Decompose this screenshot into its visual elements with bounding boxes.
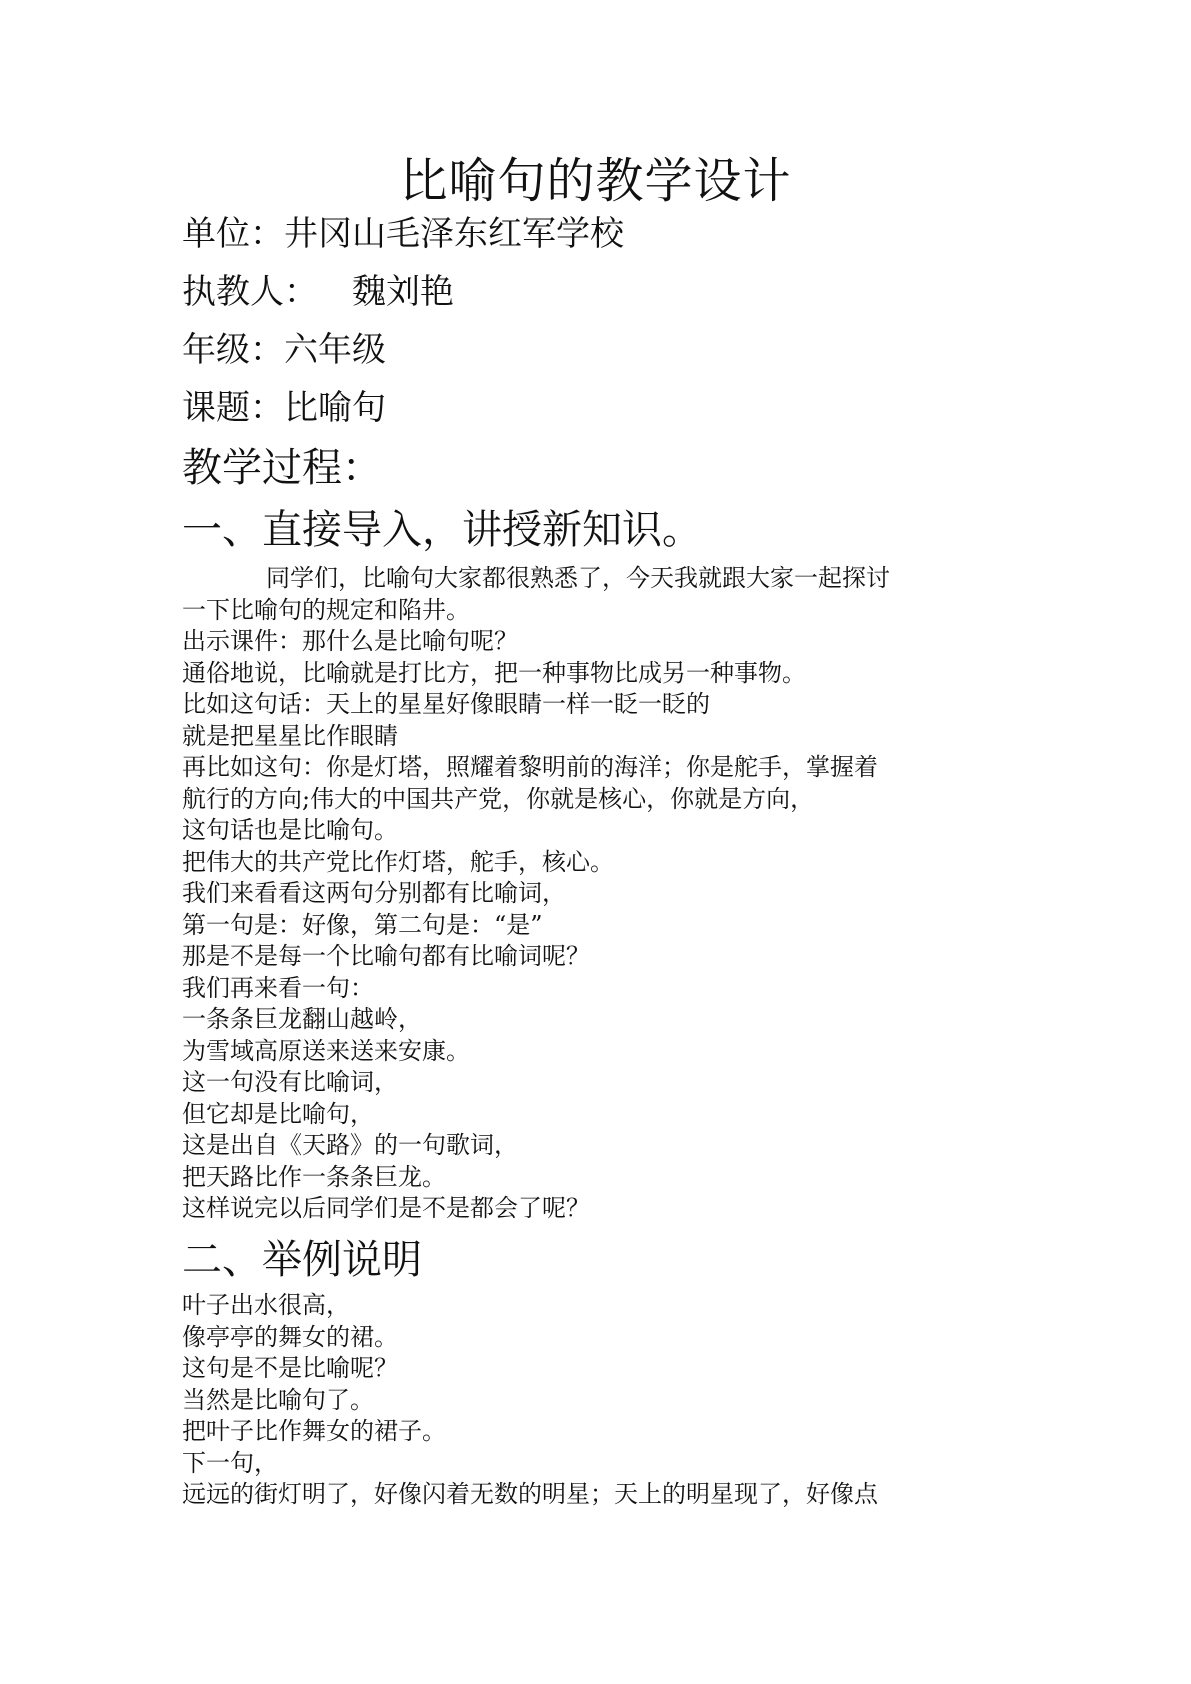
paragraph-line: 这是出自《天路》的一句歌词， (182, 1131, 518, 1159)
meta-grade-value: 六年级 (284, 330, 386, 370)
meta-topic-label: 课题： (182, 388, 284, 428)
paragraph-line: 把叶子比作舞女的裙子。 (182, 1417, 446, 1445)
section1-body (182, 563, 1022, 1225)
meta-unit-label: 单位： (182, 214, 284, 254)
section2-body (182, 1290, 1022, 1511)
paragraph-line: 那是不是每一个比喻句都有比喻词呢？ (182, 942, 590, 970)
paragraph-line: 出示课件：那什么是比喻句呢？ (182, 627, 518, 655)
document-title: 比喻句的教学设计 (399, 153, 792, 209)
paragraph-line: 像亭亭的舞女的裙。 (182, 1322, 398, 1351)
paragraph-line: 我们来看看这两句分别都有比喻词， (182, 879, 566, 907)
meta-unit (182, 212, 624, 256)
paragraph-line: 再比如这句：你是灯塔，照耀着黎明前的海洋；你是舵手，掌握着 (182, 753, 878, 781)
process-heading: 教学过程： (182, 445, 382, 491)
section2-heading: 二、举例说明 (182, 1237, 422, 1283)
paragraph-line: 把伟大的共产党比作灯塔，舵手，核心。 (182, 847, 614, 876)
paragraph-line: 把天路比作一条条巨龙。 (182, 1162, 446, 1191)
paragraph-line: 这样说完以后同学们是不是都会了呢？ (182, 1194, 590, 1222)
paragraph-line: 通俗地说，比喻就是打比方，把一种事物比成另一种事物。 (182, 658, 806, 687)
paragraph-line: 这一句没有比喻词， (182, 1068, 398, 1096)
section1-heading: 一、直接导入，讲授新知识。 (182, 507, 702, 553)
paragraph-line: 航行的方向;伟大的中国共产党，你就是核心，你就是方向， (182, 784, 815, 813)
paragraph-line: 就是把星星比作眼睛 (182, 721, 398, 750)
paragraph-line: 一条条巨龙翻山越岭， (182, 1005, 422, 1033)
meta-grade-label: 年级： (182, 330, 284, 370)
paragraph-line: 下一句， (182, 1448, 278, 1477)
meta-grade (182, 328, 386, 372)
meta-unit-value: 井冈山毛泽东红军学校 (284, 214, 624, 254)
paragraph-line: 这句话也是比喻句。 (182, 816, 398, 844)
paragraph-line: 远远的街灯明了，好像闪着无数的明星；天上的明星现了，好像点 (182, 1480, 878, 1508)
paragraph-line: 同学们，比喻句大家都很熟悉了，今天我就跟大家一起探讨 (266, 564, 890, 592)
paragraph-line: 第一句是：好像，第二句是：“是” (182, 910, 543, 939)
paragraph-line: 比如这句话：天上的星星好像眼睛一样一眨一眨的 (182, 690, 710, 718)
meta-teacher-label: 执教人： (182, 272, 318, 312)
paragraph-line: 这句是不是比喻呢？ (182, 1354, 398, 1382)
meta-topic (182, 386, 386, 430)
paragraph-line: 当然是比喻句了。 (182, 1385, 374, 1414)
meta-topic-value: 比喻句 (284, 388, 386, 428)
paragraph-line: 一下比喻句的规定和陷井。 (182, 595, 470, 624)
paragraph-line: 为雪域高原送来送来安康。 (182, 1036, 470, 1065)
paragraph-line: 叶子出水很高， (182, 1291, 350, 1319)
meta-teacher (182, 270, 454, 314)
paragraph-line: 但它却是比喻句， (182, 1099, 374, 1128)
paragraph-line: 我们再来看一句： (182, 973, 374, 1002)
meta-teacher-value: 魏刘艳 (352, 272, 454, 312)
